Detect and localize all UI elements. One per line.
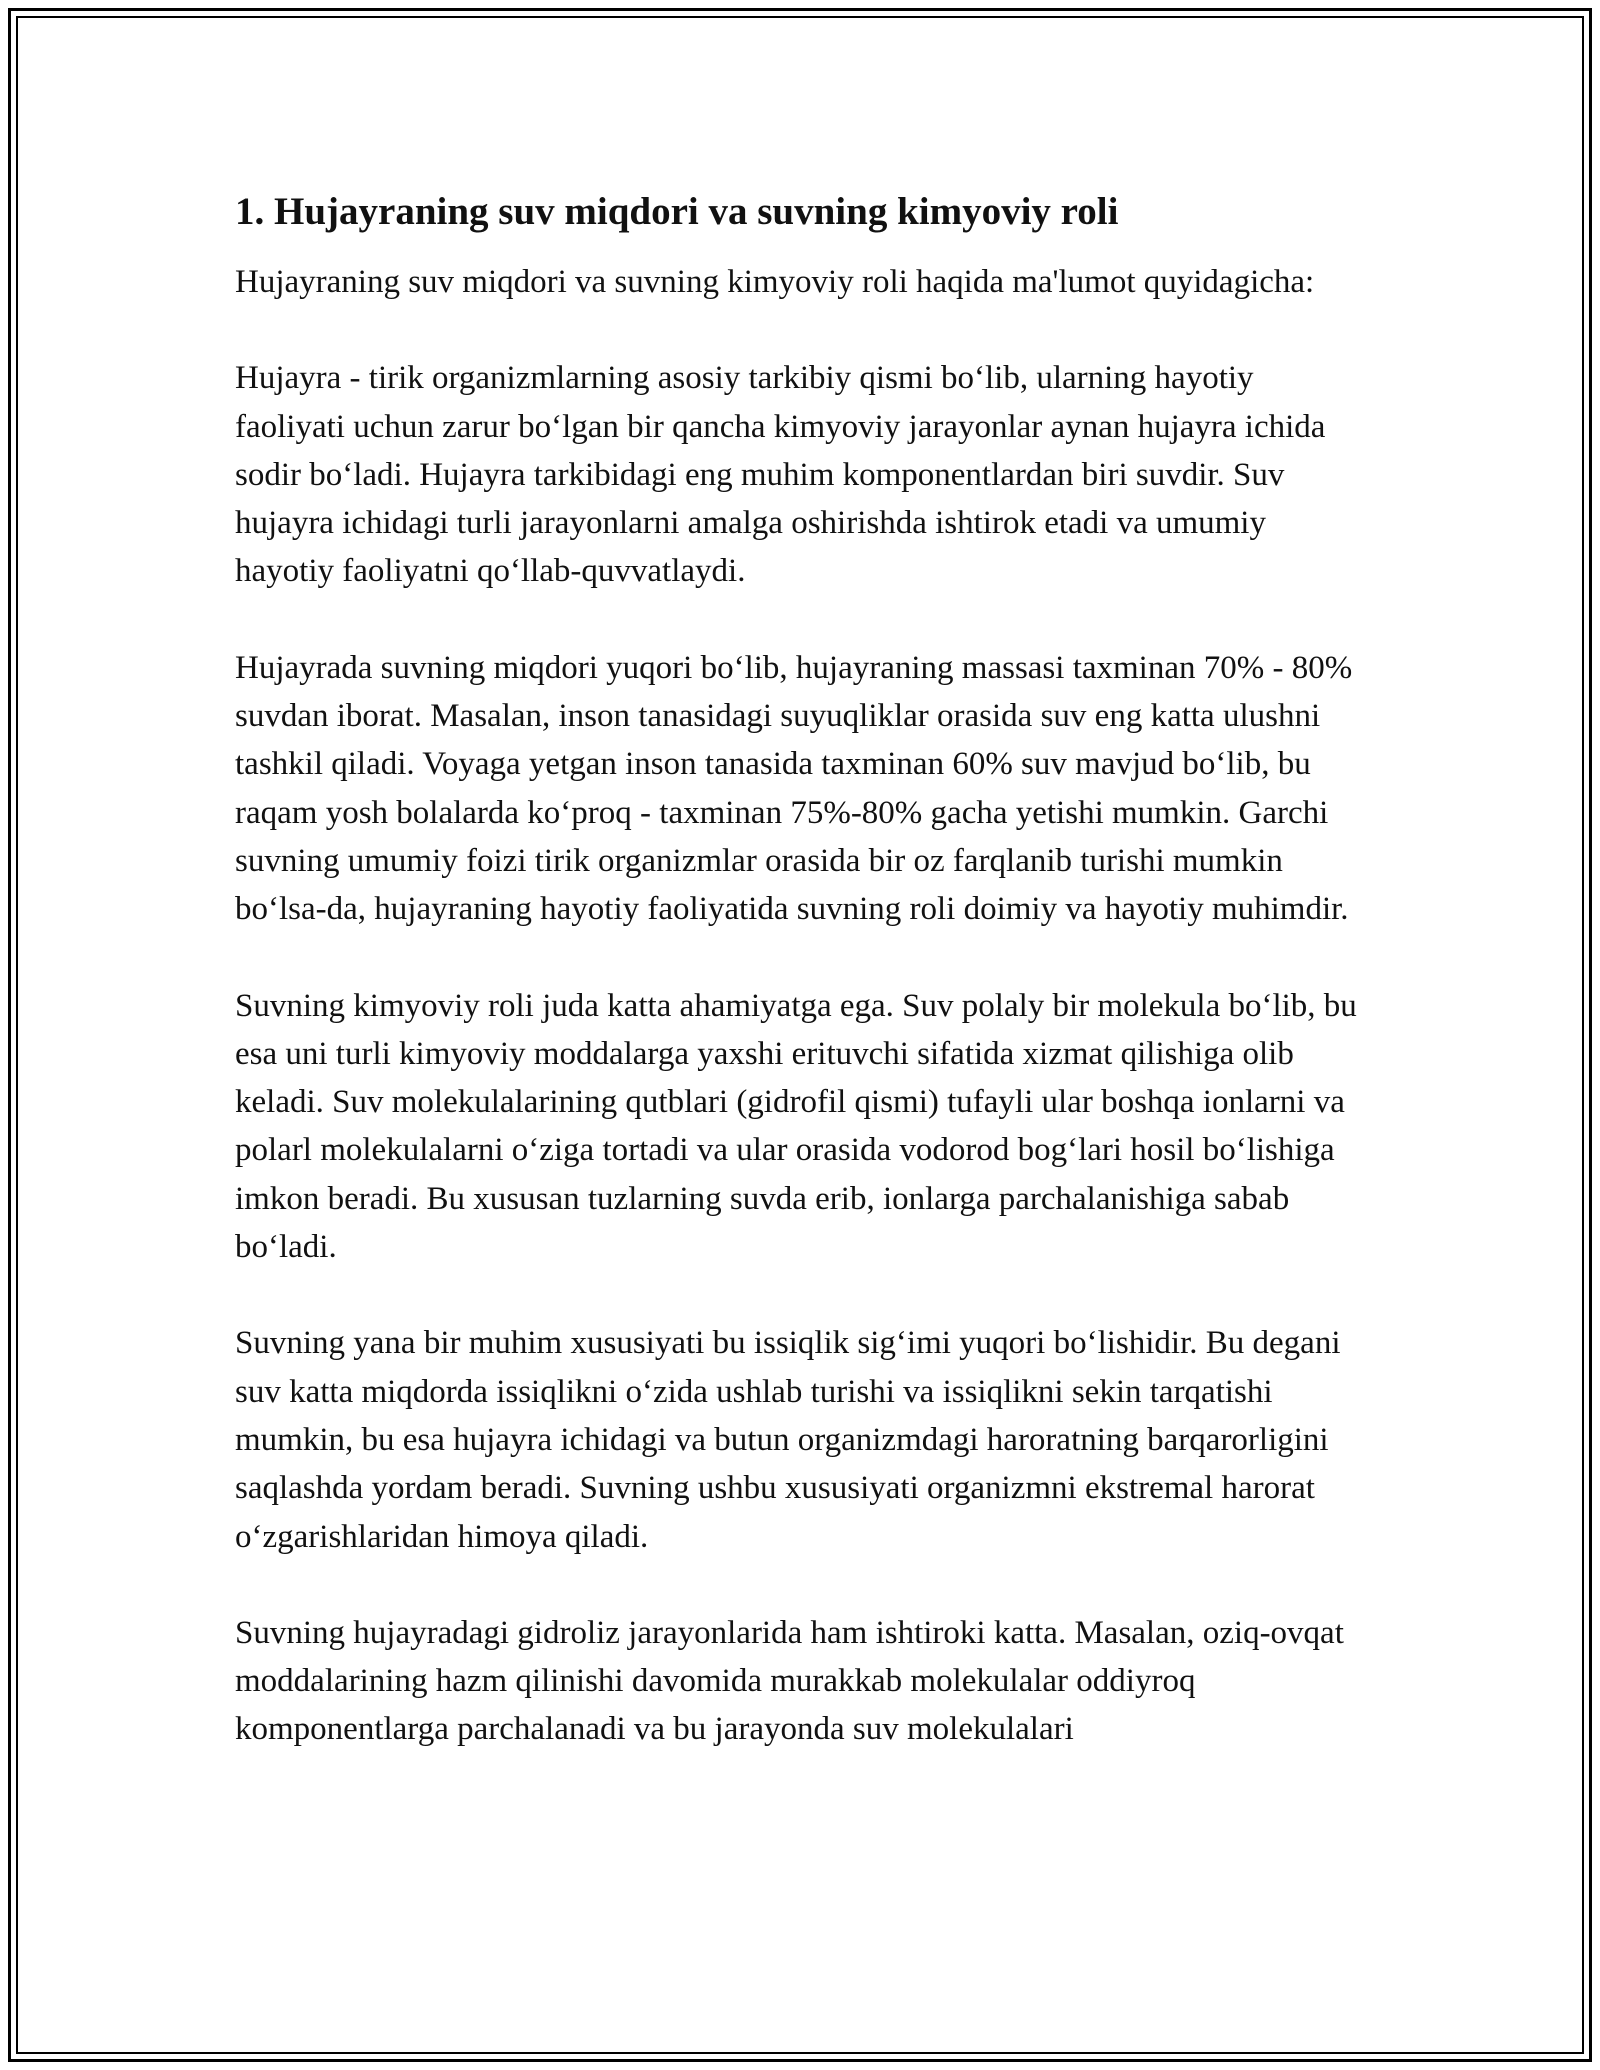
section-heading: 1. Hujayraning suv miqdori va suvning kimyoviy roli	[235, 190, 1119, 233]
paragraph-heat-capacity: Suvning yana bir muhim xususiyati bu issiqlik sig‘imi yuqori bo‘lishidir. Bu degani suv katta miqdorda issiqlikni o‘zida ushlab turishi va issiqlikni sekin tarqatishi mumkin, bu esa hujayra ichidagi va butun organizmdagi haroratning barqarorligini saqlashda yordam beradi. Suvning ushbu xususiyati organizmni ekstremal harorat o‘zgarishlaridan himoya qiladi.	[235, 1325, 1341, 1555]
document-body	[235, 186, 1370, 1802]
paragraph-chemical-role: Suvning kimyoviy roli juda katta ahamiyatga ega. Suv polaly bir molekula bo‘lib, bu esa uni turli kimyoviy moddalarga yaxshi erituvchi sifatida xizmat qilishiga olib keladi. Suv molekulalarining qutblari (gidrofil qismi) tufayli ular boshqa ionlarni va polarl molekulalarni o‘ziga tortadi va ular orasida vodorod bog‘lari hosil bo‘lishiga imkon beradi. Bu xususan tuzlarning suvda erib, ionlarga parchalanishiga sabab bo‘ladi.	[235, 987, 1357, 1266]
paragraph-intro: Hujayraning suv miqdori va suvning kimyoviy roli haqida ma'lumot quyidagicha:	[235, 264, 1315, 300]
paragraph-hydrolysis: Suvning hujayradagi gidroliz jarayonlarida ham ishtiroki katta. Masalan, oziq-ovqat moddalarining hazm qilinishi davomida murakkab molekulalar oddiyroq komponentlarga parchalanadi va bu jarayonda suv molekulalari	[235, 1614, 1344, 1748]
paragraph-water-content: Hujayrada suvning miqdori yuqori bo‘lib, hujayraning massasi taxminan 70% - 80% suvdan iborat. Masalan, inson tanasidagi suyuqliklar orasida suv eng katta ulushni tashkil qiladi. Voyaga yetgan inson tanasida taxminan 60% suv mavjud bo‘lib, bu raqam yosh bolalarda ko‘proq - taxminan 75%-80% gacha yetishi mumkin. Garchi suvning umumiy foizi tirik organizmlar orasida bir oz farqlanib turishi mumkin bo‘lsa-da, hujayraning hayotiy faoliyatida suvning roli doimiy va hayotiy muhimdir.	[235, 649, 1353, 928]
paragraph-cell-overview: Hujayra - tirik organizmlarning asosiy tarkibiy qismi bo‘lib, ularning hayotiy faoliyati uchun zarur bo‘lgan bir qancha kimyoviy jarayonlar aynan hujayra ichida sodir bo‘ladi. Hujayra tarkibidagi eng muhim komponentlardan biri suvdir. Suv hujayra ichidagi turli jarayonlarni amalga oshirishda ishtirok etadi va umumiy hayotiy faoliyatni qo‘llab-quvvatlaydi.	[235, 360, 1326, 590]
